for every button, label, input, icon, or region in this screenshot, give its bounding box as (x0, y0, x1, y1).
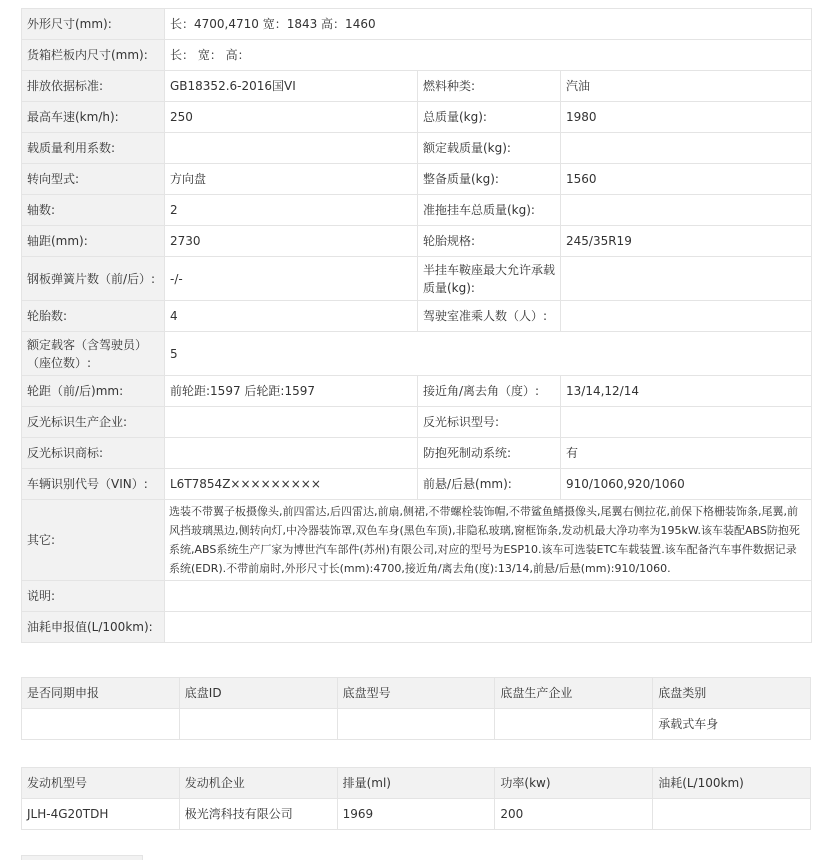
track-width-value: 前轮距:1597 后轮距:1597 (165, 376, 418, 407)
tire-count-value: 4 (165, 301, 418, 332)
note-label: 说明: (22, 581, 165, 612)
approach-angle-label: 接近角/离去角（度）: (418, 376, 561, 407)
spec-row-tires (22, 301, 812, 332)
fuel-type-value: 汽油 (561, 71, 812, 102)
chassis-cell-sync (22, 709, 180, 740)
vehicle-spec-table (21, 8, 812, 643)
load-utilization-value (165, 133, 418, 164)
spec-row-reflect-maker (22, 407, 812, 438)
engine-header-model: 发动机型号 (22, 768, 180, 799)
spec-row-springs (22, 257, 812, 301)
axle-count-label: 轴数: (22, 195, 165, 226)
spec-row-track (22, 376, 812, 407)
chassis-header-id: 底盘ID (179, 678, 337, 709)
cargo-dimensions-value: 长： 宽： 高： (165, 40, 812, 71)
spec-row-dimensions (22, 9, 812, 40)
total-mass-value: 1980 (561, 102, 812, 133)
load-utilization-label: 载质量利用系数: (22, 133, 165, 164)
overhang-label: 前悬/后悬(mm): (418, 469, 561, 500)
engine-header-displacement: 排量(ml) (337, 768, 495, 799)
chassis-cell-maker (495, 709, 653, 740)
tire-spec-value: 245/35R19 (561, 226, 812, 257)
approach-angle-value: 13/14,12/14 (561, 376, 812, 407)
engine-header-power: 功率(kw) (495, 768, 653, 799)
overhang-value: 910/1060,920/1060 (561, 469, 812, 500)
chassis-header-row (22, 678, 811, 709)
engine-cell-displacement: 1969 (337, 799, 495, 830)
spec-row-wheelbase (22, 226, 812, 257)
total-mass-label: 总质量(kg): (418, 102, 561, 133)
axle-count-value: 2 (165, 195, 418, 226)
chassis-data-row (22, 709, 811, 740)
abs-label: 防抱死制动系统: (418, 438, 561, 469)
reflector-brand-label: 反光标识商标: (22, 438, 165, 469)
spec-row-note (22, 581, 812, 612)
reflector-maker-label: 反光标识生产企业: (22, 407, 165, 438)
spec-row-steering (22, 164, 812, 195)
fuel-declared-value (165, 612, 812, 643)
engine-header-fuel: 油耗(L/100km) (653, 768, 811, 799)
spec-row-axles (22, 195, 812, 226)
rated-seats-value: 5 (165, 332, 812, 376)
other-value: 选装不带翼子板摄像头,前四雷达,后四雷达,前扇,侧裙,不带螺栓装饰帽,不带鲨鱼鳍摄像头,尾翼右侧拉花,前保下格栅装饰条,尾翼,前风挡玻璃黑边,侧转向灯,中冷器装饰罩,双色车身(黑色车顶),非隐私玻璃,窗框饰条,发动机最大净功率为195kW.该车装配ABS防抱死系统,ABS系统生产厂家为博世汽车部件(苏州)有限公司,对应的型号为ESP10.该车可选装ETC车载装置.该车配备汽车事件数据记录系统(EDR).不带前扇时,外形尺寸长(mm):4700,接近角/离去角(度):13/14,前悬/后悬(mm):910/1060. (165, 500, 812, 581)
spring-leaves-label: 钢板弹簧片数（前/后）: (22, 257, 165, 301)
spring-leaves-value: -/- (165, 257, 418, 301)
max-speed-label: 最高车速(km/h): (22, 102, 165, 133)
wheelbase-value: 2730 (165, 226, 418, 257)
rated-load-label: 额定载质量(kg): (418, 133, 561, 164)
curb-mass-label: 整备质量(kg): (418, 164, 561, 195)
chassis-cell-id (179, 709, 337, 740)
engine-header-maker: 发动机企业 (179, 768, 337, 799)
engine-table (21, 767, 811, 830)
cargo-dimensions-label: 货箱栏板内尺寸(mm): (22, 40, 165, 71)
spec-row-load (22, 133, 812, 164)
steering-type-label: 转向型式: (22, 164, 165, 195)
rated-load-value (561, 133, 812, 164)
fuel-type-label: 燃料种类: (418, 71, 561, 102)
engine-cell-maker: 极光湾科技有限公司 (179, 799, 337, 830)
tire-count-label: 轮胎数: (22, 301, 165, 332)
chassis-header-maker: 底盘生产企业 (495, 678, 653, 709)
saddle-load-label: 半挂车鞍座最大允许承载质量(kg): (418, 257, 561, 301)
saddle-load-value (561, 257, 812, 301)
cab-occupants-value (561, 301, 812, 332)
fuel-declared-label: 油耗申报值(L/100km): (22, 612, 165, 643)
spec-row-vin (22, 469, 812, 500)
cab-occupants-label: 驾驶室准乘人数（人）: (418, 301, 561, 332)
tire-spec-label: 轮胎规格: (418, 226, 561, 257)
wheelbase-label: 轴距(mm): (22, 226, 165, 257)
spec-row-seats (22, 332, 812, 376)
engine-cell-power: 200 (495, 799, 653, 830)
reflector-model-label: 反光标识型号: (418, 407, 561, 438)
spec-row-emission (22, 71, 812, 102)
chassis-cell-category: 承载式车身 (653, 709, 811, 740)
chassis-header-category: 底盘类别 (653, 678, 811, 709)
engine-header-row (22, 768, 811, 799)
spec-row-speed (22, 102, 812, 133)
spec-row-other (22, 500, 812, 581)
dimensions-value: 长：4700,4710 宽：1843 高：1460 (165, 9, 812, 40)
chassis-header-sync: 是否同期申报 (22, 678, 180, 709)
engine-data-row (22, 799, 811, 830)
track-width-label: 轮距（前/后)mm: (22, 376, 165, 407)
rated-seats-label: 额定载客（含驾驶员）（座位数）: (22, 332, 165, 376)
spec-row-fuel-declared (22, 612, 812, 643)
vin-label: 车辆识别代号（VIN）: (22, 469, 165, 500)
engine-cell-model: JLH-4G20TDH (22, 799, 180, 830)
reflector-maker-value (165, 407, 418, 438)
spec-row-reflect-brand (22, 438, 812, 469)
note-value (165, 581, 812, 612)
next-table-edge (21, 855, 143, 860)
chassis-cell-model (337, 709, 495, 740)
emission-standard-value: GB18352.6-2016国VI (165, 71, 418, 102)
dimensions-label: 外形尺寸(mm): (22, 9, 165, 40)
engine-cell-fuel (653, 799, 811, 830)
reflector-brand-value (165, 438, 418, 469)
trailer-mass-label: 准拖挂车总质量(kg): (418, 195, 561, 226)
abs-value: 有 (561, 438, 812, 469)
trailer-mass-value (561, 195, 812, 226)
spec-row-cargo (22, 40, 812, 71)
chassis-table (21, 677, 811, 740)
curb-mass-value: 1560 (561, 164, 812, 195)
vin-value: L6T7854Z××××××××× (165, 469, 418, 500)
steering-type-value: 方向盘 (165, 164, 418, 195)
other-label: 其它: (22, 500, 165, 581)
max-speed-value: 250 (165, 102, 418, 133)
emission-standard-label: 排放依据标准: (22, 71, 165, 102)
reflector-model-value (561, 407, 812, 438)
chassis-header-model: 底盘型号 (337, 678, 495, 709)
